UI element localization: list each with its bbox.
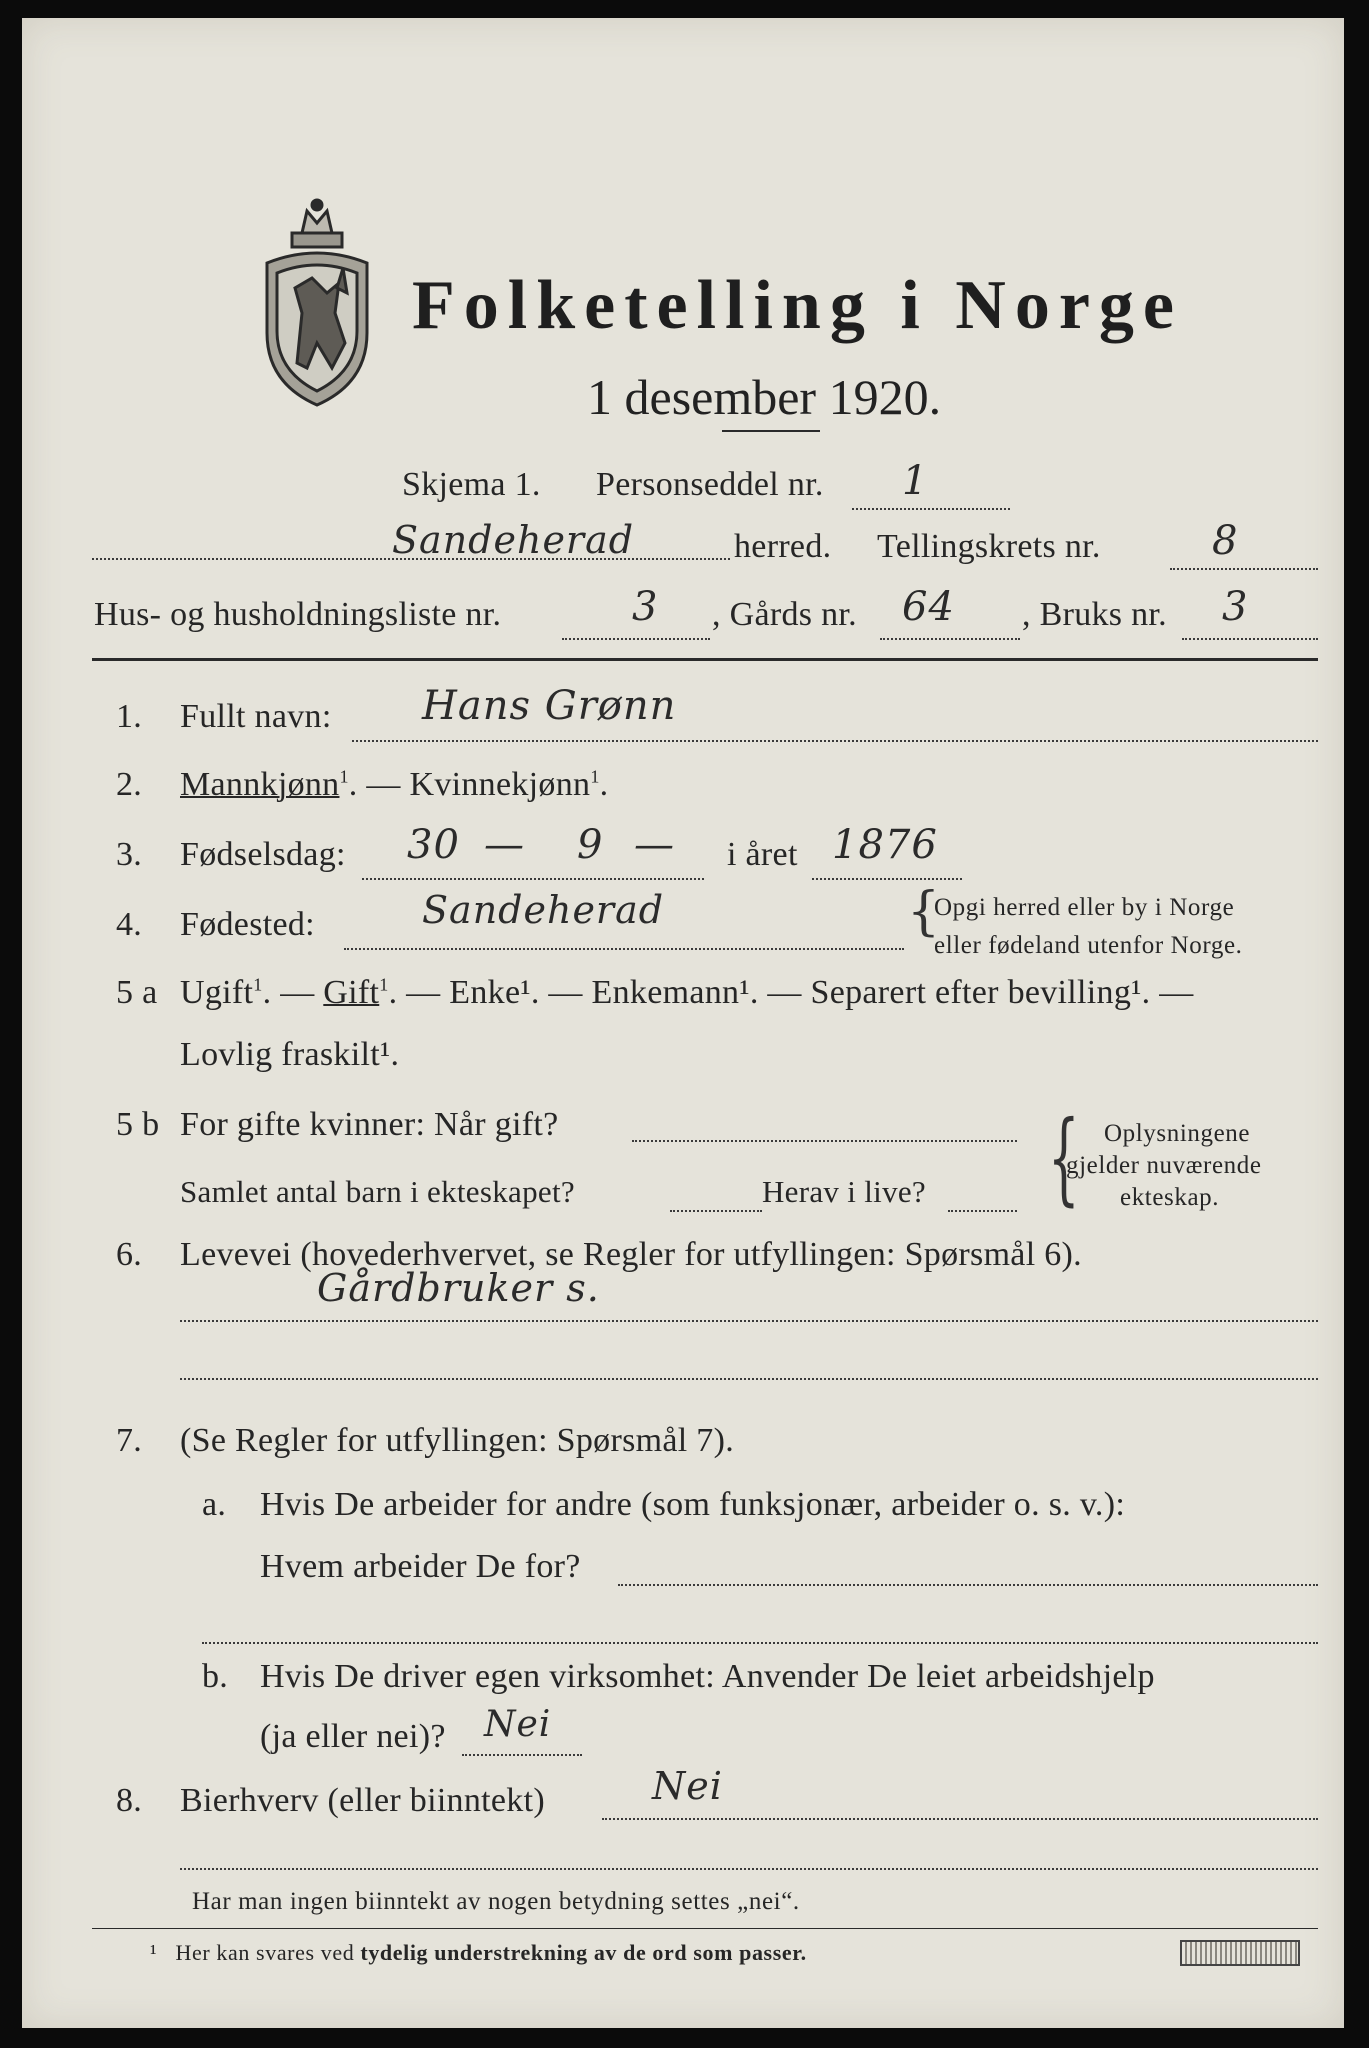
personseddel-label: Personseddel nr. (596, 466, 824, 503)
page-title: Folketelling i Norge (412, 267, 1184, 344)
q7b-answer-value[interactable]: Nei (484, 1704, 552, 1745)
q1-label: Fullt navn: (180, 698, 332, 735)
q5b-note-line1: Oplysningene (1104, 1120, 1251, 1147)
footnote: ¹ Her kan svares ved tydelig understrekning av de ord som passer. (150, 1940, 807, 1965)
q5b-living-label: Herav i live? (762, 1174, 926, 1209)
q2-number: 2. (116, 766, 143, 803)
q7a-letter: a. (202, 1486, 227, 1523)
q1-full-name-value[interactable]: Hans Grønn (422, 683, 677, 729)
q7-label: (Se Regler for utfyllingen: Spørsmål 7). (180, 1422, 735, 1459)
q7b-label: Hvis De driver egen virksomhet: Anvender De leiet arbeidshjelp (260, 1658, 1155, 1695)
q3-number: 3. (116, 836, 143, 873)
q2-gender: Mannkjønn$^1$. — Kvinnekjønn$^1$. (180, 766, 609, 803)
q5b-note-line3: ekteskap. (1120, 1184, 1220, 1211)
q5a-ugift-option[interactable]: Ugift (180, 974, 254, 1011)
q4-note-line2: eller fødeland utenfor Norge. (934, 932, 1243, 959)
hus-label: Hus- og husholdningsliste nr. (94, 596, 502, 633)
q7b-line2: (ja eller nei)? (260, 1718, 446, 1755)
gards-label: , Gårds nr. (712, 596, 857, 633)
footer-divider (92, 1928, 1318, 1929)
q5b-note-line2: gjelder nuværende (1066, 1152, 1262, 1179)
q1-number: 1. (116, 698, 143, 735)
q5b-number: 5 b (116, 1106, 160, 1143)
q4-birthplace-value[interactable]: Sandeherad (422, 888, 665, 932)
q5a-marital-status: Ugift$^1$. — Gift$^1$. — Enke¹. — Enkemann¹. — Separert efter bevilling¹. — (180, 974, 1194, 1011)
q6-label: Levevei (hovederhvervet, se Regler for utfyllingen: Spørsmål 6). (180, 1236, 1082, 1273)
q6-occupation-value[interactable]: Gårdbruker s. (317, 1266, 600, 1310)
q4-note-line1: Opgi herred eller by i Norge (934, 894, 1235, 921)
q4-number: 4. (116, 906, 143, 943)
q5b-children-label: Samlet antal barn i ekteskapet? (180, 1174, 575, 1209)
q3-month-value[interactable]: 9 (577, 822, 604, 868)
q5a-line2: Lovlig fraskilt¹. (180, 1036, 400, 1073)
q3-day-value[interactable]: 30 (407, 822, 460, 868)
printer-stamp-icon (1180, 1940, 1300, 1966)
herred-value[interactable]: Sandeherad (392, 518, 635, 562)
hus-value[interactable]: 3 (632, 584, 659, 630)
tellingskrets-label: Tellingskrets nr. (877, 528, 1101, 565)
q5b-label: For gifte kvinner: Når gift? (180, 1106, 559, 1143)
herred-label: herred. (734, 528, 832, 565)
gards-value[interactable]: 64 (902, 584, 955, 630)
q5a-number: 5 a (116, 974, 158, 1011)
q4-label: Fødested: (180, 906, 315, 943)
q2-male-option[interactable]: Mannkjønn (180, 766, 340, 803)
q8-number: 8. (116, 1782, 143, 1819)
footer-note: Har man ingen biinntekt av nogen betydning settes „nei“. (192, 1888, 800, 1915)
q3-year-value[interactable]: 1876 (832, 822, 938, 868)
section-divider (92, 658, 1318, 661)
census-form: Folketelling i Norge 1 desember 1920. Skjema 1. Personseddel nr. 1 Sandeherad herred. Tellingskrets nr. 8 Hus- og husholdningsliste nr. 3 , Gårds nr. 64 , Bruks nr. 3 1. Fullt navn: Hans Grønn 2. Mannkjønn$^1$. — Kvinnekjønn$^1$. 3. Fødselsdag: 30 — 9 — i året 1876 4. Fødested: Sandeherad { Opgi herred eller by i Norge eller fødeland utenfor Norge. 5 a Ugift$^1$. — Gift$^1$. — Enke¹. — Enkemann¹. — Separert efter bevilling¹. — Lovlig fraskilt¹. 5 b For gifte kvinner: Når gift? Samlet antal barn i ekteskapet? Herav i live? { Oplysningene gjelder nuværende ekteskap. 6. Levevei (hovederhvervet, se Regler for utfyllingen: Spørsmål 6). Gårdbruker s. 7. (Se Regler for utfyllingen: Spørsmål 7). a. Hvis De arbeider for andre (som funksjonær, arbeider o. s. v.): Hvem arbeider De for? b. Hvis De driver egen virksomhet: Anvender De leiet arbeidshjelp (ja eller nei)? Nei 8. Bierhverv (eller biinntekt) Nei Har man ingen biinntekt av nogen betydning settes „nei“. ¹ Her kan svares ved tydelig understrekning av de ord som passer. (22, 18, 1344, 2028)
q5a-gift-option[interactable]: Gift (323, 974, 380, 1011)
q2-female-option[interactable]: Kvinnekjønn (409, 766, 591, 803)
q8-label: Bierhverv (eller biinntekt) (180, 1782, 545, 1819)
q7-number: 7. (116, 1422, 143, 1459)
personseddel-value[interactable]: 1 (902, 458, 929, 504)
q7b-letter: b. (202, 1658, 229, 1695)
bruks-label: , Bruks nr. (1022, 596, 1167, 633)
q3-year-label: i året (727, 836, 798, 873)
q7a-line2: Hvem arbeider De for? (260, 1548, 581, 1585)
coat-of-arms-icon (247, 193, 387, 413)
tellingskrets-value[interactable]: 8 (1212, 518, 1239, 564)
title-divider (722, 430, 820, 432)
q7a-label: Hvis De arbeider for andre (som funksjonær, arbeider o. s. v.): (260, 1486, 1126, 1523)
q8-side-income-value[interactable]: Nei (652, 1764, 723, 1808)
census-date: 1 desember 1920. (587, 369, 942, 425)
q3-label: Fødselsdag: (180, 836, 346, 873)
q6-number: 6. (116, 1236, 143, 1273)
schema-label: Skjema 1. (402, 466, 541, 503)
bruks-value[interactable]: 3 (1222, 584, 1249, 630)
